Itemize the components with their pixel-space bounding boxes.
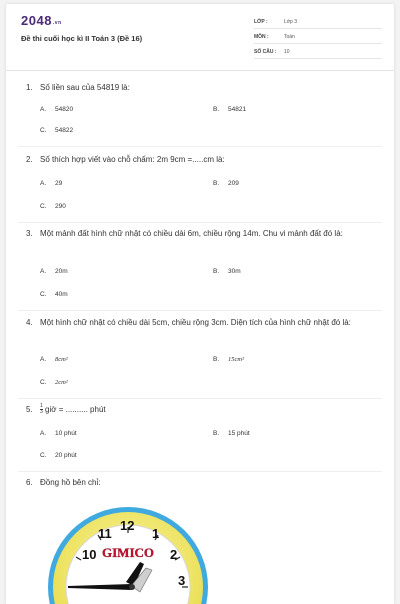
clock-brand: GIMICO (102, 545, 154, 560)
clock-numeral-3: 3 (178, 573, 186, 588)
meta-class-label: LỚP : (254, 19, 268, 25)
q2-option-a[interactable]: A. 29 (40, 180, 63, 187)
exam-title: Đề thi cuối học kì II Toán 3 (Đề 16) (21, 34, 143, 43)
question-divider (18, 310, 382, 311)
q1-option-b[interactable]: B. 54821 (213, 106, 247, 113)
question-text: giờ = .......... phút (45, 405, 106, 414)
q1-option-c[interactable]: C. 54822 (40, 127, 74, 134)
q5-option-c[interactable]: C. 20 phút (40, 452, 77, 459)
question-2 (26, 153, 376, 166)
question-divider (18, 146, 382, 147)
q3-option-a[interactable]: A. 20m (40, 268, 68, 275)
site-logo[interactable]: 2048.vn (21, 13, 62, 28)
question-text: Đồng hồ bên chỉ: (40, 478, 101, 487)
question-text: Một mảnh đất hình chữ nhật có chiều dài 6m, chiều rộng 14m. Chu vi mảnh đất đó là: (40, 229, 343, 238)
question-text: Số thích hợp viết vào chỗ chấm: 2m 9cm =.....cm là: (40, 155, 225, 164)
question-number: 4. (26, 318, 33, 327)
meta-count-label: SỐ CÂU : (254, 49, 277, 55)
question-number: 5. (26, 405, 33, 414)
q5-option-a[interactable]: A. 10 phút (40, 430, 77, 437)
question-number: 6. (26, 478, 33, 487)
q3-option-b[interactable]: B. 30m (213, 268, 241, 275)
question-1 (26, 81, 376, 94)
meta-class-row (254, 16, 382, 29)
q3-option-c[interactable]: C. 40m (40, 291, 68, 298)
question-6 (26, 476, 376, 489)
question-5 (26, 403, 376, 416)
meta-class-value: Lớp 3 (284, 19, 298, 25)
q4-option-b[interactable]: B. 15cm² (213, 356, 245, 363)
meta-count-value: 10 (284, 49, 290, 55)
clock-center-pin (129, 584, 135, 590)
meta-subject-row (254, 31, 382, 44)
question-text: Số liền sau của 54819 là: (40, 83, 130, 92)
meta-count-row (254, 46, 382, 59)
clock-numeral-10: 10 (82, 547, 97, 562)
question-4 (26, 316, 376, 329)
q2-option-c[interactable]: C. 290 (40, 203, 66, 210)
q4-option-c[interactable]: C. 2cm² (40, 379, 68, 386)
meta-subject-label: MÔN : (254, 34, 269, 40)
q4-option-a[interactable]: A. 8cm² (40, 356, 68, 363)
question-divider (18, 471, 382, 472)
clock-numeral-11: 11 (98, 526, 112, 541)
q2-option-b[interactable]: B. 209 (213, 180, 239, 187)
exam-header (6, 4, 394, 71)
question-number: 3. (26, 229, 33, 238)
clock-numeral-1: 1 (152, 526, 160, 541)
clock-numeral-2: 2 (170, 547, 178, 562)
clock-numeral-12: 12 (120, 518, 135, 533)
fraction-one-third: $\frac{1}{3}$ (40, 403, 43, 416)
exam-page (6, 4, 394, 604)
clock-image (48, 502, 208, 604)
question-number: 2. (26, 155, 33, 164)
question-3 (26, 227, 376, 240)
q1-option-a[interactable]: A. 54820 (40, 106, 74, 113)
q5-option-b[interactable]: B. 15 phút (213, 430, 250, 437)
question-divider (18, 222, 382, 223)
meta-subject-value: Toán (284, 34, 295, 40)
question-number: 1. (26, 83, 33, 92)
question-divider (18, 398, 382, 399)
question-text: Một hình chữ nhật có chiều dài 5cm, chiều rộng 3cm. Diện tích của hình chữ nhật đó là: (40, 318, 351, 327)
